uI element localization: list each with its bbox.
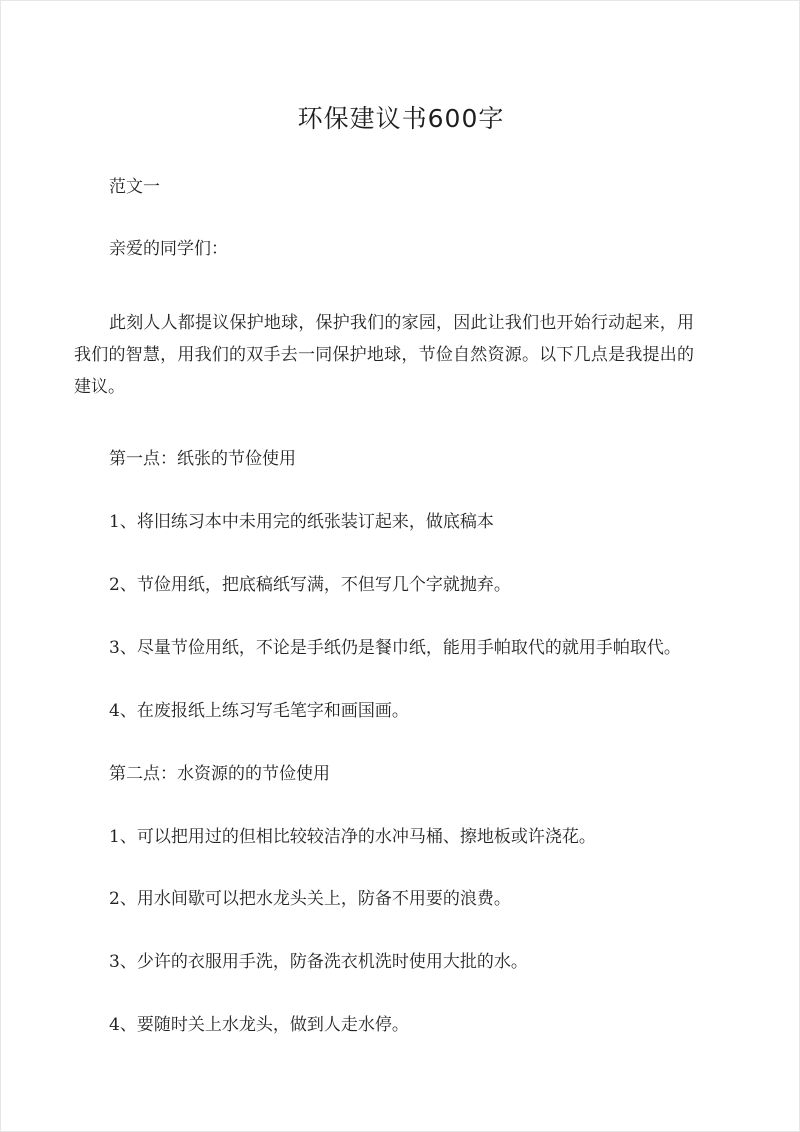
list-item: 2、用水间歇可以把水龙头关上，防备不用要的浪费。 — [109, 889, 511, 909]
section-heading-sample-one: 范文一 — [109, 177, 160, 197]
greeting: 亲爱的同学们： — [109, 239, 228, 259]
list-item: 3、少许的衣服用手洗，防备洗衣机洗时使用大批的水。 — [109, 952, 528, 972]
list-item: 4、在废报纸上练习写毛笔字和画国画。 — [109, 701, 409, 721]
point-two-heading: 第二点：水资源的的节俭使用 — [109, 764, 330, 784]
list-item: 1、可以把用过的但相比较较洁净的水冲马桶、擦地板或许浇花。 — [109, 827, 596, 847]
list-item: 3、尽量节俭用纸，不论是手纸仍是餐巾纸，能用手帕取代的就用手帕取代。 — [109, 638, 681, 658]
list-item: 2、节俭用纸，把底稿纸写满，不但写几个字就抛弃。 — [109, 575, 511, 595]
intro-paragraph: 此刻人人都提议保护地球，保护我们的家园，因此让我们也开始行动起来，用我们的智慧，用我们的双手去一同保护地球，节俭自然资源。以下几点是我提出的建议。 — [74, 313, 694, 397]
document-title: 环保建议书600字 — [297, 104, 505, 133]
point-one-heading: 第一点：纸张的节俭使用 — [109, 449, 296, 469]
list-item: 1、将旧练习本中未用完的纸张装订起来，做底稿本 — [109, 512, 494, 532]
list-item: 4、要随时关上水龙头，做到人走水停。 — [109, 1015, 409, 1035]
